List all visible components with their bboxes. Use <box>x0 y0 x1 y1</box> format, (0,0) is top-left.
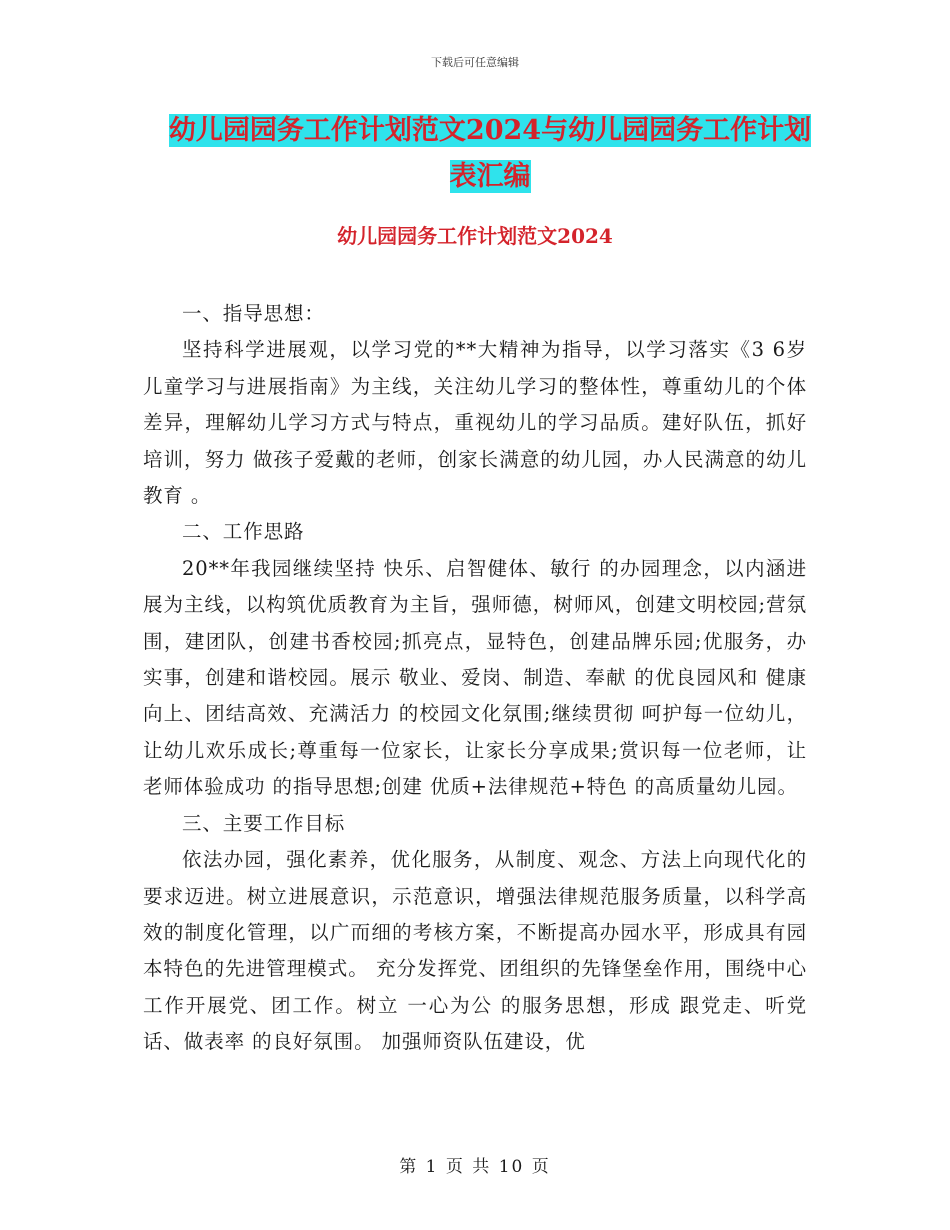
section-paragraph-3: 依法办园，强化素养，优化服务，从制度、观念、方法上向现代化的要求迈进。树立进展意识，示范意识，增强法律规范服务质量，以科学高效的制度化管理，以广而细的考核方案，不断提高办园水平，形成具有园本特色的先进管理模式。 充分发挥党、团组织的先锋堡垒作用，围绕中心工作开展党、团工作。树立 一心为公 的服务思想，形成 跟党走、听党话、做表率 的良好氛围。 加强师资队伍建设，优 <box>143 848 807 1054</box>
title-line-2: 表汇编 <box>449 161 531 192</box>
section-heading-1: 一、指导思想： <box>182 302 325 325</box>
section-heading-2: 二、工作思路 <box>182 520 305 544</box>
title-line-1: 幼儿园园务工作计划范文2024与幼儿园园务工作计划 <box>168 115 812 146</box>
page-number-footer: 第 1 页 共 10 页 <box>399 1157 551 1177</box>
section-paragraph-1: 坚持科学进展观，以学习党的**大精神为指导，以学习落实《3 6岁儿童学习与进展指南》为主线，关注幼儿学习的整体性，尊重幼儿的个体差异，理解幼儿学习方式与特点，重视幼儿的学习品质。建好队伍，抓好培训，努力 做孩子爱戴的老师，创家长满意的幼儿园，办人民满意的幼儿教育 。 <box>143 338 807 508</box>
section-title: 幼儿园园务工作计划范文2024 <box>337 224 613 248</box>
section-paragraph-2: 20**年我园继续坚持 快乐、启智健体、敏行 的办园理念，以内涵进展为主线，以构筑优质教育为主旨，强师德，树师风，创建文明校园;营氛围，建团队，创建书香校园;抓亮点，显特色，创建品牌乐园;优服务，办实事，创建和谐校园。展示 敬业、爱岗、制造、奉献 的优良园风和 健康向上、团结高效、充满活力 的校园文化氛围;继续贯彻 呵护每一位幼儿，让幼儿欢乐成长;尊重每一位家长，让家长分享成果;赏识每一位老师，让老师体验成功 的指导思想;创建 优质+法律规范+特色 的高质量幼儿园。 <box>143 556 807 799</box>
document-body <box>143 296 807 1061</box>
section-heading-3: 三、主要工作目标 <box>182 811 346 835</box>
document-title <box>140 108 840 200</box>
header-note: 下载后可任意编辑 <box>431 56 519 69</box>
